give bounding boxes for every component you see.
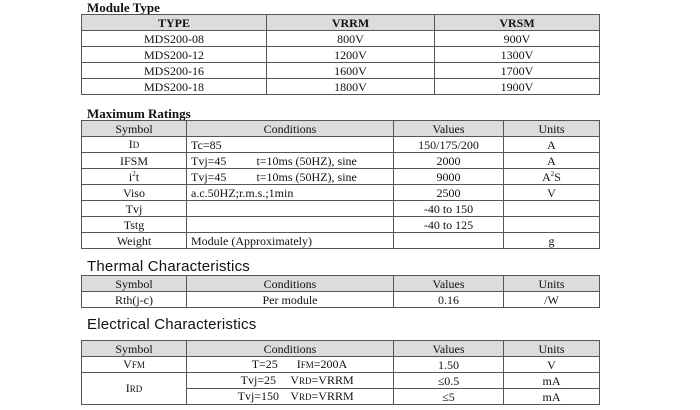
table-row bbox=[82, 201, 600, 217]
header-vrrm: VRRM bbox=[267, 15, 435, 31]
table-row bbox=[82, 153, 600, 169]
table-header-row bbox=[82, 276, 600, 292]
thermal-title: Thermal Characteristics bbox=[87, 258, 250, 275]
vrsm-cell: 900V bbox=[435, 31, 600, 47]
table-row bbox=[82, 292, 600, 308]
vrrm-cell: 1200V bbox=[267, 47, 435, 63]
conditions-cell: Tvj=25 VRD=VRRM bbox=[187, 373, 394, 389]
unit-cell bbox=[504, 217, 600, 233]
value-cell: 0.16 bbox=[394, 292, 504, 308]
unit-cell: V bbox=[504, 185, 600, 201]
type-cell: MDS200-16 bbox=[82, 63, 267, 79]
conditions-cell: Tc=85 bbox=[187, 137, 394, 153]
value-cell: 2000 bbox=[394, 153, 504, 169]
table-row bbox=[82, 217, 600, 233]
symbol-cell: ID bbox=[82, 137, 187, 153]
max-ratings-title: Maximum Ratings bbox=[87, 106, 191, 121]
max-ratings-table bbox=[81, 120, 600, 249]
header-conditions: Conditions bbox=[187, 121, 394, 137]
value-cell: -40 to 150 bbox=[394, 201, 504, 217]
value-cell: ≤5 bbox=[394, 389, 504, 405]
module-type-title: Module Type bbox=[87, 0, 160, 15]
vrsm-cell: 1300V bbox=[435, 47, 600, 63]
conditions-cell: T=25 IFM=200A bbox=[187, 357, 394, 373]
conditions-cell: Tvj=150 VRD=VRRM bbox=[187, 389, 394, 405]
header-symbol: Symbol bbox=[82, 121, 187, 137]
unit-cell bbox=[504, 201, 600, 217]
conditions-cell: Module (Approximately) bbox=[187, 233, 394, 249]
electrical-title: Electrical Characteristics bbox=[87, 316, 257, 333]
table-header-row bbox=[82, 341, 600, 357]
vrsm-cell: 1700V bbox=[435, 63, 600, 79]
table-row bbox=[82, 79, 600, 95]
unit-cell: /W bbox=[504, 292, 600, 308]
header-values: Values bbox=[394, 276, 504, 292]
value-cell: 150/175/200 bbox=[394, 137, 504, 153]
type-cell: MDS200-08 bbox=[82, 31, 267, 47]
table-row bbox=[82, 169, 600, 185]
unit-cell: mA bbox=[504, 389, 600, 405]
thermal-table bbox=[81, 275, 600, 308]
table-row bbox=[82, 357, 600, 373]
vrrm-cell: 800V bbox=[267, 31, 435, 47]
header-conditions: Conditions bbox=[187, 341, 394, 357]
unit-cell: mA bbox=[504, 373, 600, 389]
value-cell: 2500 bbox=[394, 185, 504, 201]
symbol-cell: IRD bbox=[82, 373, 187, 405]
table-header-row bbox=[82, 15, 600, 31]
symbol-cell: IFSM bbox=[82, 153, 187, 169]
table-row bbox=[82, 373, 600, 389]
table-row bbox=[82, 185, 600, 201]
conditions-cell: Per module bbox=[187, 292, 394, 308]
conditions-cell: a.c.50HZ;r.m.s.;1min bbox=[187, 185, 394, 201]
table-row bbox=[82, 233, 600, 249]
value-cell bbox=[394, 233, 504, 249]
electrical-table bbox=[81, 340, 600, 405]
module-type-table bbox=[81, 14, 600, 95]
conditions-cell: Tvj=45 t=10ms (50HZ), sine bbox=[187, 153, 394, 169]
symbol-cell: Viso bbox=[82, 185, 187, 201]
table-header-row bbox=[82, 121, 600, 137]
header-symbol: Symbol bbox=[82, 341, 187, 357]
header-units: Units bbox=[504, 121, 600, 137]
conditions-cell bbox=[187, 217, 394, 233]
conditions-cell: Tvj=45 t=10ms (50HZ), sine bbox=[187, 169, 394, 185]
type-cell: MDS200-12 bbox=[82, 47, 267, 63]
table-row bbox=[82, 137, 600, 153]
table-row bbox=[82, 31, 600, 47]
table-row bbox=[82, 63, 600, 79]
header-values: Values bbox=[394, 121, 504, 137]
conditions-cell bbox=[187, 201, 394, 217]
unit-cell: g bbox=[504, 233, 600, 249]
header-units: Units bbox=[504, 341, 600, 357]
symbol-cell: Weight bbox=[82, 233, 187, 249]
vrrm-cell: 1600V bbox=[267, 63, 435, 79]
header-conditions: Conditions bbox=[187, 276, 394, 292]
header-symbol: Symbol bbox=[82, 276, 187, 292]
symbol-cell: Tstg bbox=[82, 217, 187, 233]
value-cell: 9000 bbox=[394, 169, 504, 185]
vrrm-cell: 1800V bbox=[267, 79, 435, 95]
header-type: TYPE bbox=[82, 15, 267, 31]
header-units: Units bbox=[504, 276, 600, 292]
symbol-cell: Rth(j-c) bbox=[82, 292, 187, 308]
unit-cell: A bbox=[504, 137, 600, 153]
vrsm-cell: 1900V bbox=[435, 79, 600, 95]
header-vrsm: VRSM bbox=[435, 15, 600, 31]
symbol-cell: VFM bbox=[82, 357, 187, 373]
type-cell: MDS200-18 bbox=[82, 79, 267, 95]
header-values: Values bbox=[394, 341, 504, 357]
value-cell: ≤0.5 bbox=[394, 373, 504, 389]
value-cell: -40 to 125 bbox=[394, 217, 504, 233]
table-row bbox=[82, 47, 600, 63]
unit-cell: $A^2S$ bbox=[504, 169, 600, 185]
symbol-cell: Tvj bbox=[82, 201, 187, 217]
value-cell: 1.50 bbox=[394, 357, 504, 373]
unit-cell: A bbox=[504, 153, 600, 169]
unit-cell: V bbox=[504, 357, 600, 373]
symbol-cell: $i^2t$ bbox=[82, 169, 187, 185]
